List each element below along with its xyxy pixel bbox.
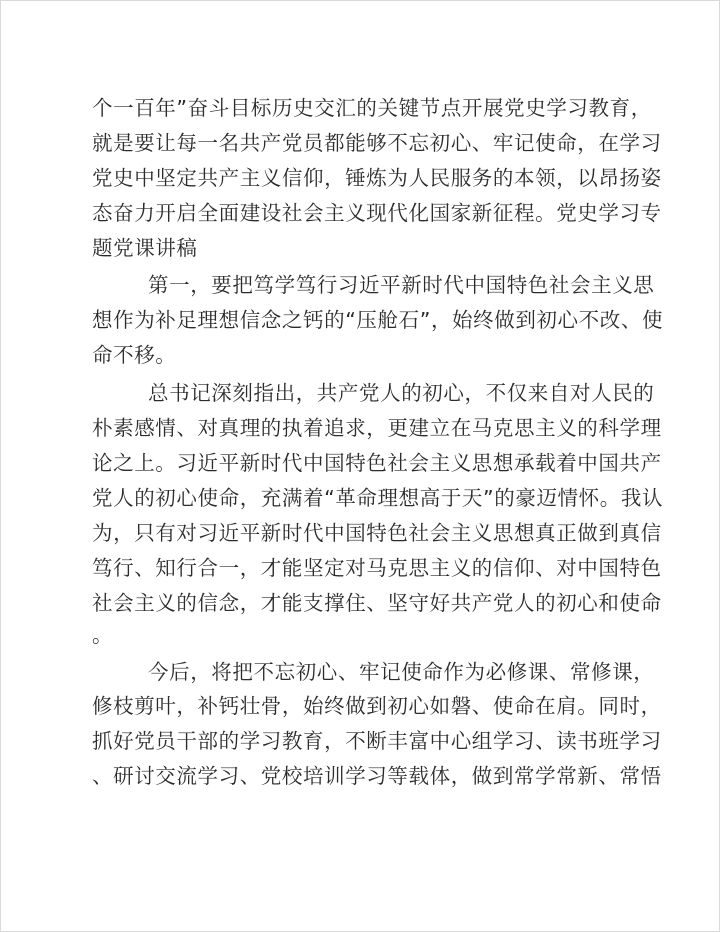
text-line: 党史中坚定共产主义信仰，锤炼为人民服务的本领，以昂扬姿 [92,166,662,190]
text-line: 题党课讲稿 [92,236,198,260]
text-line: 个一百年”奋斗目标历史交汇的关键节点开展党史学习教育， [92,96,652,120]
text-line: 态奋力开启全面建设社会主义现代化国家新征程。党史学习专 [92,201,662,225]
text-line: 想作为补足理想信念之钙的“压舱石”，始终做到初心不改、使 [92,308,664,332]
text-line: 论之上。习近平新时代中国特色社会主义思想承载着中国共产 [92,451,662,475]
text-line: 社会主义的信念，才能支撑住、坚守好共产党人的初心和使命 [92,591,662,615]
text-line: 党人的初心使命，充满着“革命理想高于天”的豪迈情怀。我认 [92,486,664,510]
text-line: 。 [92,623,114,647]
text-line: 、研讨交流学习、党校培训学习等载体，做到常学常新、常悟 [92,764,662,788]
paragraph-start-line: 总书记深刻指出，共产党人的初心，不仅来自对人民的 [148,381,655,405]
paragraph-start-line: 第一，要把笃学笃行习近平新时代中国特色社会主义思 [148,273,655,297]
text-line: 朴素感情、对真理的执着追求，更建立在马克思主义的科学理 [92,416,662,440]
text-line: 命不移。 [92,343,177,367]
text-line: 就是要让每一名共产党员都能够不忘初心、牢记使命，在学习 [92,131,662,155]
paragraph-start-line: 今后，将把不忘初心、牢记使命作为必修课、常修课， [148,660,655,684]
text-line: 为，只有对习近平新时代中国特色社会主义思想真正做到真信 [92,521,662,545]
text-line: 笃行、知行合一，才能坚定对马克思主义的信仰、对中国特色 [92,556,662,580]
text-line: 抓好党员干部的学习教育，不断丰富中心组学习、读书班学习 [92,729,662,753]
text-line: 修枝剪叶，补钙壮骨，始终做到初心如磐、使命在肩。同时， [92,694,662,718]
